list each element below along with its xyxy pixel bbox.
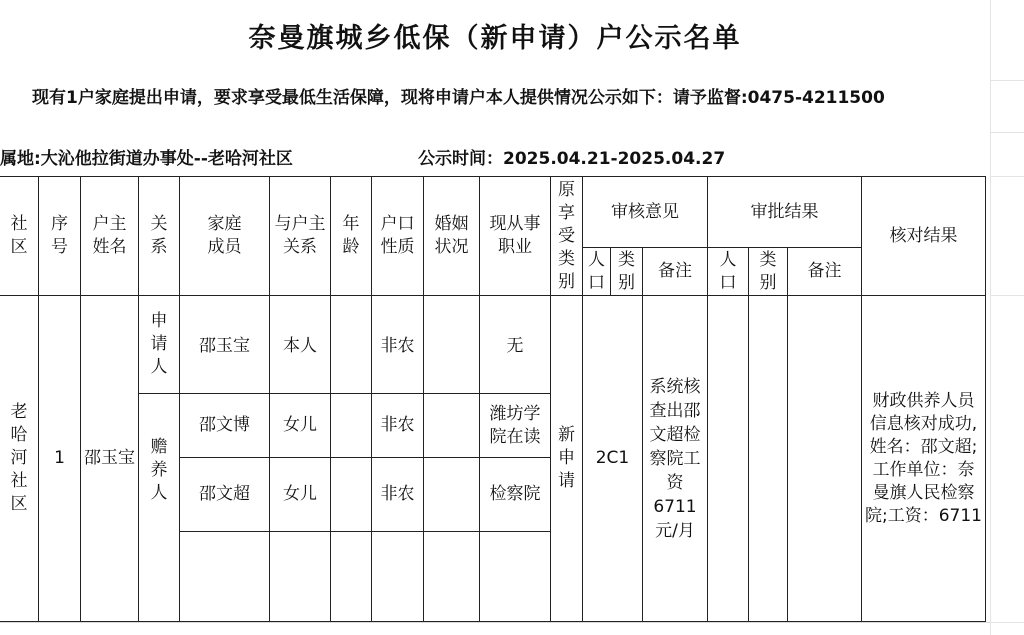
member-relation-cell: 女儿 — [270, 394, 331, 458]
header-relation-to-head: 与户主关系 — [270, 177, 331, 296]
empty-cell — [372, 532, 424, 622]
header-member: 家庭成员 — [180, 177, 270, 296]
header-approval-persons: 人口 — [708, 248, 749, 296]
header-review-category: 类别 — [611, 248, 643, 296]
member-name-cell: 邵文超 — [180, 458, 270, 532]
sheet-row-divider — [990, 176, 1024, 177]
sheet-row-divider — [990, 80, 1024, 81]
header-original-category: 原享受类别 — [551, 177, 583, 296]
member-occupation-cell: 检察院 — [480, 458, 551, 532]
header-approval-result: 审批结果 — [708, 177, 862, 248]
verification-result-cell: 财政供养人员信息核对成功,姓名：邵文超;工作单位：奈曼旗人民检察院;工资：6711 — [862, 296, 986, 622]
empty-cell — [331, 532, 372, 622]
review-remarks-cell: 系统核查出邵文超检察院工资6711元/月 — [643, 296, 708, 622]
spreadsheet-gridlines — [990, 0, 1024, 635]
member-age-cell — [331, 458, 372, 532]
head-name-cell: 邵玉宝 — [81, 296, 139, 622]
member-hukou-cell: 非农 — [372, 394, 424, 458]
empty-cell — [480, 532, 551, 622]
sheet-bottom-line — [0, 622, 990, 623]
publicity-time: 公示时间：2025.04.21-2025.04.27 — [418, 149, 726, 169]
document-title: 奈曼旗城乡低保（新申请）户公示名单 — [248, 23, 742, 54]
member-name-cell: 邵文博 — [180, 394, 270, 458]
header-review-persons: 人口 — [583, 248, 611, 296]
approval-persons-cell — [708, 296, 749, 622]
member-hukou-cell: 非农 — [372, 458, 424, 532]
header-review-remarks: 备注 — [643, 248, 708, 296]
location-row — [0, 144, 726, 169]
header-serial: 序号 — [39, 177, 81, 296]
header-head-name: 户主姓名 — [81, 177, 139, 296]
member-occupation-cell: 无 — [480, 296, 551, 394]
member-age-cell — [331, 296, 372, 394]
member-relation-cell: 女儿 — [270, 458, 331, 532]
dependent-group-cell: 赡养人 — [139, 394, 180, 622]
member-hukou-cell: 非农 — [372, 296, 424, 394]
location-label: 属地:大沁他拉街道办事处--老哈河社区 — [0, 149, 293, 169]
original-category-cell: 新申请 — [551, 296, 583, 622]
sheet-row-divider — [990, 295, 1024, 296]
header-row — [0, 177, 986, 248]
member-marriage-cell — [424, 394, 480, 458]
approval-category-cell — [749, 296, 788, 622]
publicity-table — [0, 176, 986, 622]
sheet-row-divider — [990, 622, 1024, 623]
member-name-cell: 邵玉宝 — [180, 296, 270, 394]
header-occupation: 现从事职业 — [480, 177, 551, 296]
applicant-group-cell: 申请人 — [139, 296, 180, 394]
empty-cell — [180, 532, 270, 622]
approval-remarks-cell — [788, 296, 862, 622]
member-marriage-cell — [424, 458, 480, 532]
community-cell: 老哈河社区 — [0, 296, 39, 622]
intro-text: 现有1户家庭提出申请，要求享受最低生活保障，现将申请户本人提供情况公示如下：请予监督:0475-4211500 — [32, 88, 885, 108]
header-approval-category: 类别 — [749, 248, 788, 296]
header-marriage: 婚姻状况 — [424, 177, 480, 296]
member-occupation-cell: 潍坊学院在读 — [480, 394, 551, 458]
empty-cell — [270, 532, 331, 622]
table-row — [0, 296, 986, 394]
header-verification-result: 核对结果 — [862, 177, 986, 296]
serial-cell: 1 — [39, 296, 81, 622]
header-approval-remarks: 备注 — [788, 248, 862, 296]
member-age-cell — [331, 394, 372, 458]
member-marriage-cell — [424, 296, 480, 394]
sheet-row-divider — [990, 132, 1024, 133]
header-hukou: 户口性质 — [372, 177, 424, 296]
header-relation: 关系 — [139, 177, 180, 296]
header-review-opinion: 审核意见 — [583, 177, 708, 248]
header-age: 年龄 — [331, 177, 372, 296]
empty-cell — [424, 532, 480, 622]
sheet-column-divider — [990, 0, 991, 635]
member-relation-cell: 本人 — [270, 296, 331, 394]
header-community: 社区 — [0, 177, 39, 296]
review-persons-category-cell: 2C1 — [583, 296, 643, 622]
